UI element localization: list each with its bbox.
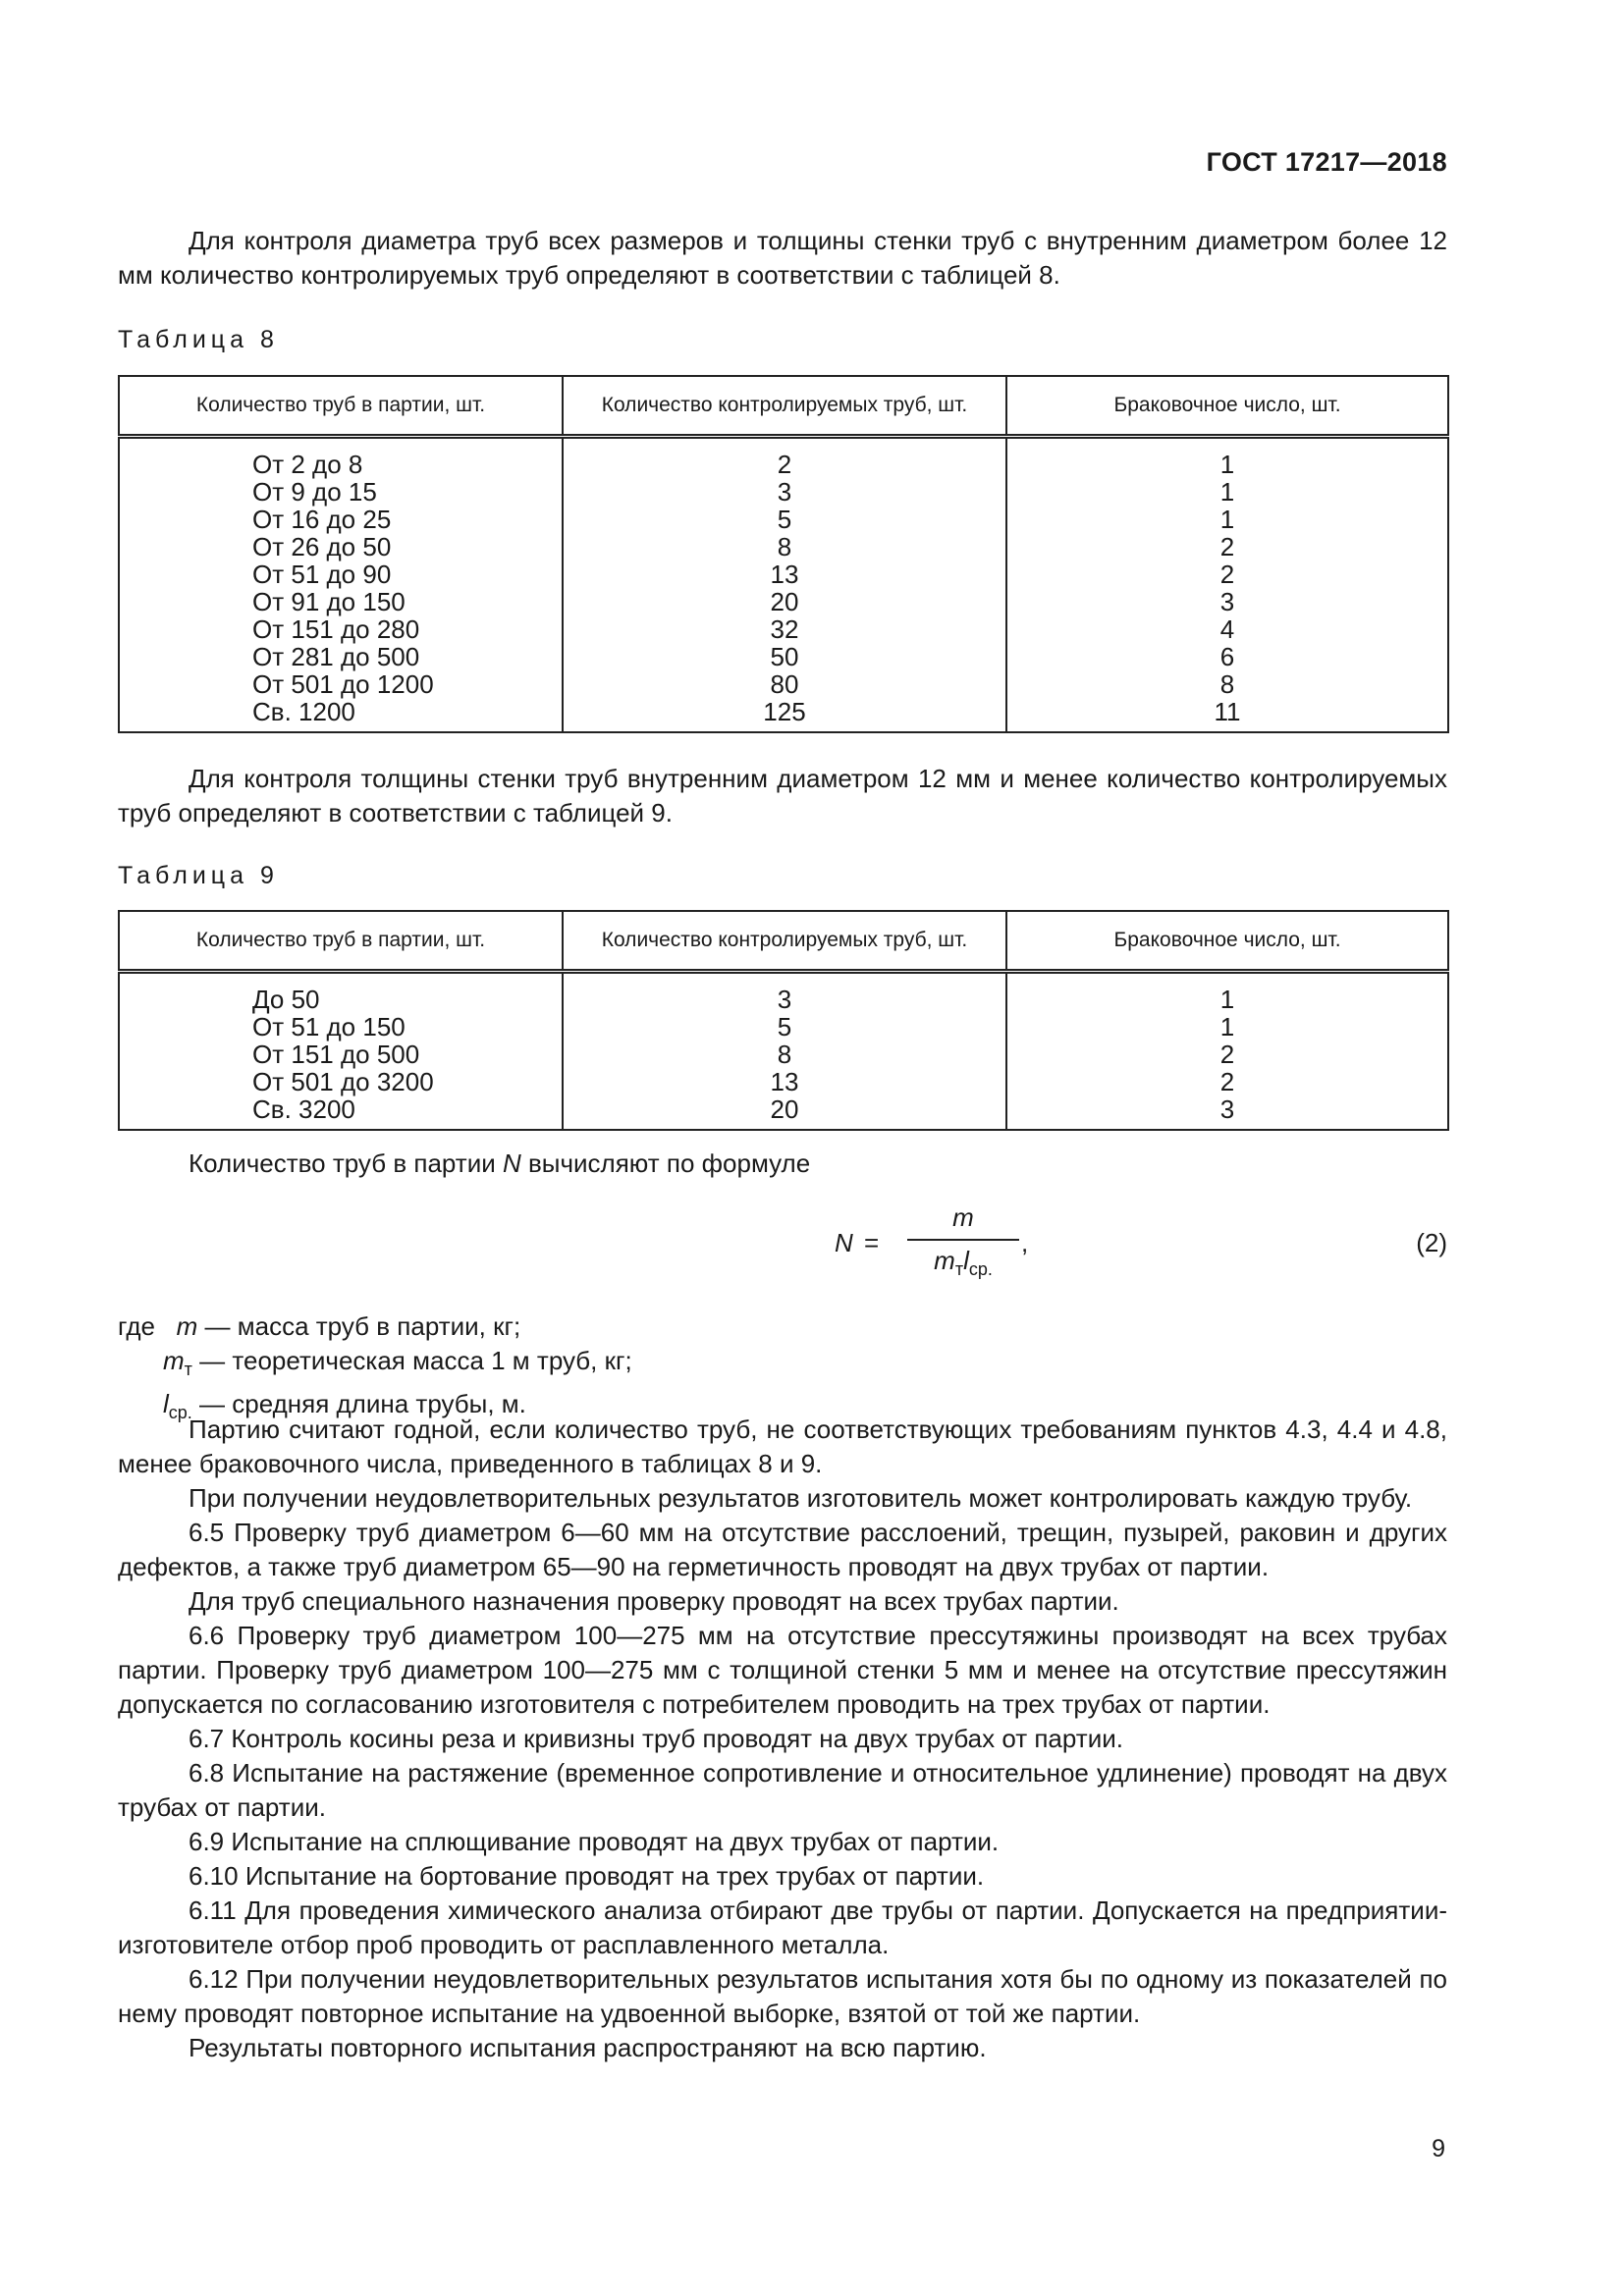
batch-range-cell: До 50	[119, 972, 563, 1014]
table-row	[119, 698, 1448, 732]
where-line-theoretical-mass	[118, 1344, 1447, 1387]
table-8	[118, 375, 1449, 733]
table-row	[119, 643, 1448, 670]
table-row	[119, 670, 1448, 698]
rejection-number-cell: 1	[1006, 972, 1448, 1014]
batch-range-cell: От 16 до 25	[119, 506, 563, 533]
table-row	[119, 615, 1448, 643]
rejection-number-cell: 1	[1006, 506, 1448, 533]
table9-header-batch-count: Количество труб в партии, шт.	[119, 911, 563, 972]
body-paragraph: 6.9 Испытание на сплющивание проводят на двух трубах от партии.	[189, 1827, 1000, 1856]
controlled-count-cell: 3	[563, 972, 1006, 1014]
body-paragraph: Партию считают годной, если количество труб, не соответствующих требованиям пунктов 4.3, 4.4 и 4.8, менее браковочного числа, приведенного в таблицах 8 и 9.	[118, 1415, 1447, 1478]
batch-range-cell: От 151 до 500	[119, 1041, 563, 1068]
mid-paragraph: Для контроля толщины стенки труб внутренним диаметром 12 мм и менее количество контролируемых труб определяют в соответствии с таблицей 9.	[118, 764, 1447, 828]
body-paragraph: 6.6 Проверку труб диаметром 100—275 мм на отсутствие прессутяжины производят на всех трубах партии. Проверку труб диаметром 100—275 мм с толщиной стенки 5 мм и менее на отсутствие прессутяжин допускается по согласованию изготовителя с потребителем проводить на трех трубах от партии.	[118, 1621, 1447, 1719]
body-text	[118, 1413, 1447, 2065]
where-line-mass	[118, 1309, 1447, 1344]
denominator-length-symbol: l	[963, 1246, 969, 1275]
body-paragraph: Результаты повторного испытания распространяют на всю партию.	[189, 2033, 987, 2062]
batch-range-cell: От 26 до 50	[119, 533, 563, 561]
formula-intro-after: вычисляют по формуле	[520, 1148, 811, 1178]
batch-range-cell: От 2 до 8	[119, 437, 563, 479]
table-row	[119, 1041, 1448, 1068]
table-row	[119, 972, 1448, 1014]
controlled-count-cell: 5	[563, 506, 1006, 533]
table-row	[119, 1095, 1448, 1130]
controlled-count-cell: 32	[563, 615, 1006, 643]
table8-caption: Таблица 8	[118, 326, 279, 353]
controlled-count-cell: 8	[563, 533, 1006, 561]
formula-denominator	[907, 1246, 1019, 1280]
table9-caption: Таблица 9	[118, 862, 279, 889]
controlled-count-cell: 13	[563, 561, 1006, 588]
batch-range-cell: От 51 до 150	[119, 1013, 563, 1041]
table-row	[119, 1013, 1448, 1041]
batch-range-cell: От 281 до 500	[119, 643, 563, 670]
where-symbol: l	[163, 1389, 169, 1418]
where-symbol: m	[163, 1346, 185, 1375]
batch-range-cell: Св. 3200	[119, 1095, 563, 1130]
body-paragraph: Для труб специального назначения проверку проводят на всех трубах партии.	[189, 1586, 1119, 1616]
rejection-number-cell: 4	[1006, 615, 1448, 643]
where-lead: где	[118, 1311, 155, 1341]
table-row	[119, 478, 1448, 506]
controlled-count-cell: 5	[563, 1013, 1006, 1041]
table-row	[119, 1068, 1448, 1095]
controlled-count-cell: 3	[563, 478, 1006, 506]
rejection-number-cell: 2	[1006, 1068, 1448, 1095]
batch-range-cell: От 151 до 280	[119, 615, 563, 643]
table-row	[119, 588, 1448, 615]
body-paragraph: 6.10 Испытание на бортование проводят на трех трубах от партии.	[189, 1861, 985, 1891]
table9-header-controlled-count: Количество контролируемых труб, шт.	[563, 911, 1006, 972]
document-code: ГОСТ 17217—2018	[1206, 147, 1447, 177]
formula-intro-before: Количество труб в партии	[189, 1148, 503, 1178]
denominator-mass-subscript: т	[954, 1259, 964, 1279]
rejection-number-cell: 3	[1006, 588, 1448, 615]
controlled-count-cell: 125	[563, 698, 1006, 732]
table8-header-batch-count: Количество труб в партии, шт.	[119, 376, 563, 437]
body-paragraph: 6.12 При получении неудовлетворительных результатов испытания хотя бы по одному из показателей по нему проводят повторное испытание на удвоенной выборке, взятой от той же партии.	[118, 1964, 1447, 2028]
where-text: — средняя длина трубы, м.	[191, 1389, 526, 1418]
formula-numerator: m	[952, 1202, 974, 1232]
rejection-number-cell: 8	[1006, 670, 1448, 698]
controlled-count-cell: 13	[563, 1068, 1006, 1095]
controlled-count-cell: 20	[563, 1095, 1006, 1130]
where-text: — масса труб в партии, кг;	[197, 1311, 521, 1341]
formula-intro-variable: N	[502, 1148, 521, 1178]
controlled-count-cell: 50	[563, 643, 1006, 670]
page-number: 9	[1432, 2135, 1445, 2163]
body-paragraph: При получении неудовлетворительных результатов изготовитель может контролировать каждую трубу.	[189, 1483, 1413, 1513]
rejection-number-cell: 3	[1006, 1095, 1448, 1130]
formula-equals: =	[864, 1228, 880, 1257]
batch-range-cell: Св. 1200	[119, 698, 563, 732]
formula-intro	[118, 1147, 1447, 1181]
batch-range-cell: От 501 до 3200	[119, 1068, 563, 1095]
body-paragraph: 6.11 Для проведения химического анализа отбирают две трубы от партии. Допускается на предприятии-изготовителе отбор проб проводить от расплавленного металла.	[118, 1896, 1447, 1959]
controlled-count-cell: 80	[563, 670, 1006, 698]
batch-range-cell: От 501 до 1200	[119, 670, 563, 698]
batch-range-cell: От 91 до 150	[119, 588, 563, 615]
table8-header-controlled-count: Количество контролируемых труб, шт.	[563, 376, 1006, 437]
rejection-number-cell: 2	[1006, 561, 1448, 588]
rejection-number-cell: 6	[1006, 643, 1448, 670]
body-paragraph: 6.8 Испытание на растяжение (временное сопротивление и относительное удлинение) проводят на двух трубах от партии.	[118, 1758, 1447, 1822]
where-symbol: m	[176, 1311, 198, 1341]
body-paragraph: 6.5 Проверку труб диаметром 6—60 мм на отсутствие расслоений, трещин, пузырей, раковин и других дефектов, а также труб диаметром 65—90 на герметичность проводят на двух трубах от партии.	[118, 1518, 1447, 1581]
formula-2	[118, 1202, 1447, 1281]
rejection-number-cell: 1	[1006, 437, 1448, 479]
table-row	[119, 506, 1448, 533]
rejection-number-cell: 2	[1006, 1041, 1448, 1068]
formula-number: (2)	[1416, 1228, 1447, 1257]
table9-header-rejection-number: Браковочное число, шт.	[1006, 911, 1448, 972]
controlled-count-cell: 20	[563, 588, 1006, 615]
denominator-mass-symbol: m	[934, 1246, 955, 1275]
intro-paragraph: Для контроля диаметра труб всех размеров и толщины стенки труб с внутренним диаметром более 12 мм количество контролируемых труб определяют в соответствии с таблицей 8.	[118, 226, 1447, 290]
table-row	[119, 561, 1448, 588]
rejection-number-cell: 2	[1006, 533, 1448, 561]
controlled-count-cell: 2	[563, 437, 1006, 479]
formula-comma: ,	[1021, 1228, 1029, 1257]
table8-header-rejection-number: Браковочное число, шт.	[1006, 376, 1448, 437]
where-subscript: т	[184, 1360, 192, 1379]
controlled-count-cell: 8	[563, 1041, 1006, 1068]
table-row	[119, 533, 1448, 561]
table-9	[118, 910, 1449, 1131]
rejection-number-cell: 1	[1006, 478, 1448, 506]
rejection-number-cell: 11	[1006, 698, 1448, 732]
batch-range-cell: От 9 до 15	[119, 478, 563, 506]
where-text: — теоретическая масса 1 м труб, кг;	[191, 1346, 632, 1375]
denominator-length-subscript: ср.	[968, 1259, 993, 1279]
body-paragraph: 6.7 Контроль косины реза и кривизны труб проводят на двух трубах от партии.	[189, 1724, 1123, 1753]
fraction-bar	[907, 1239, 1019, 1241]
table-row	[119, 437, 1448, 479]
where-subscript: ср.	[168, 1403, 192, 1422]
formula-lhs: N	[835, 1228, 853, 1257]
batch-range-cell: От 51 до 90	[119, 561, 563, 588]
rejection-number-cell: 1	[1006, 1013, 1448, 1041]
